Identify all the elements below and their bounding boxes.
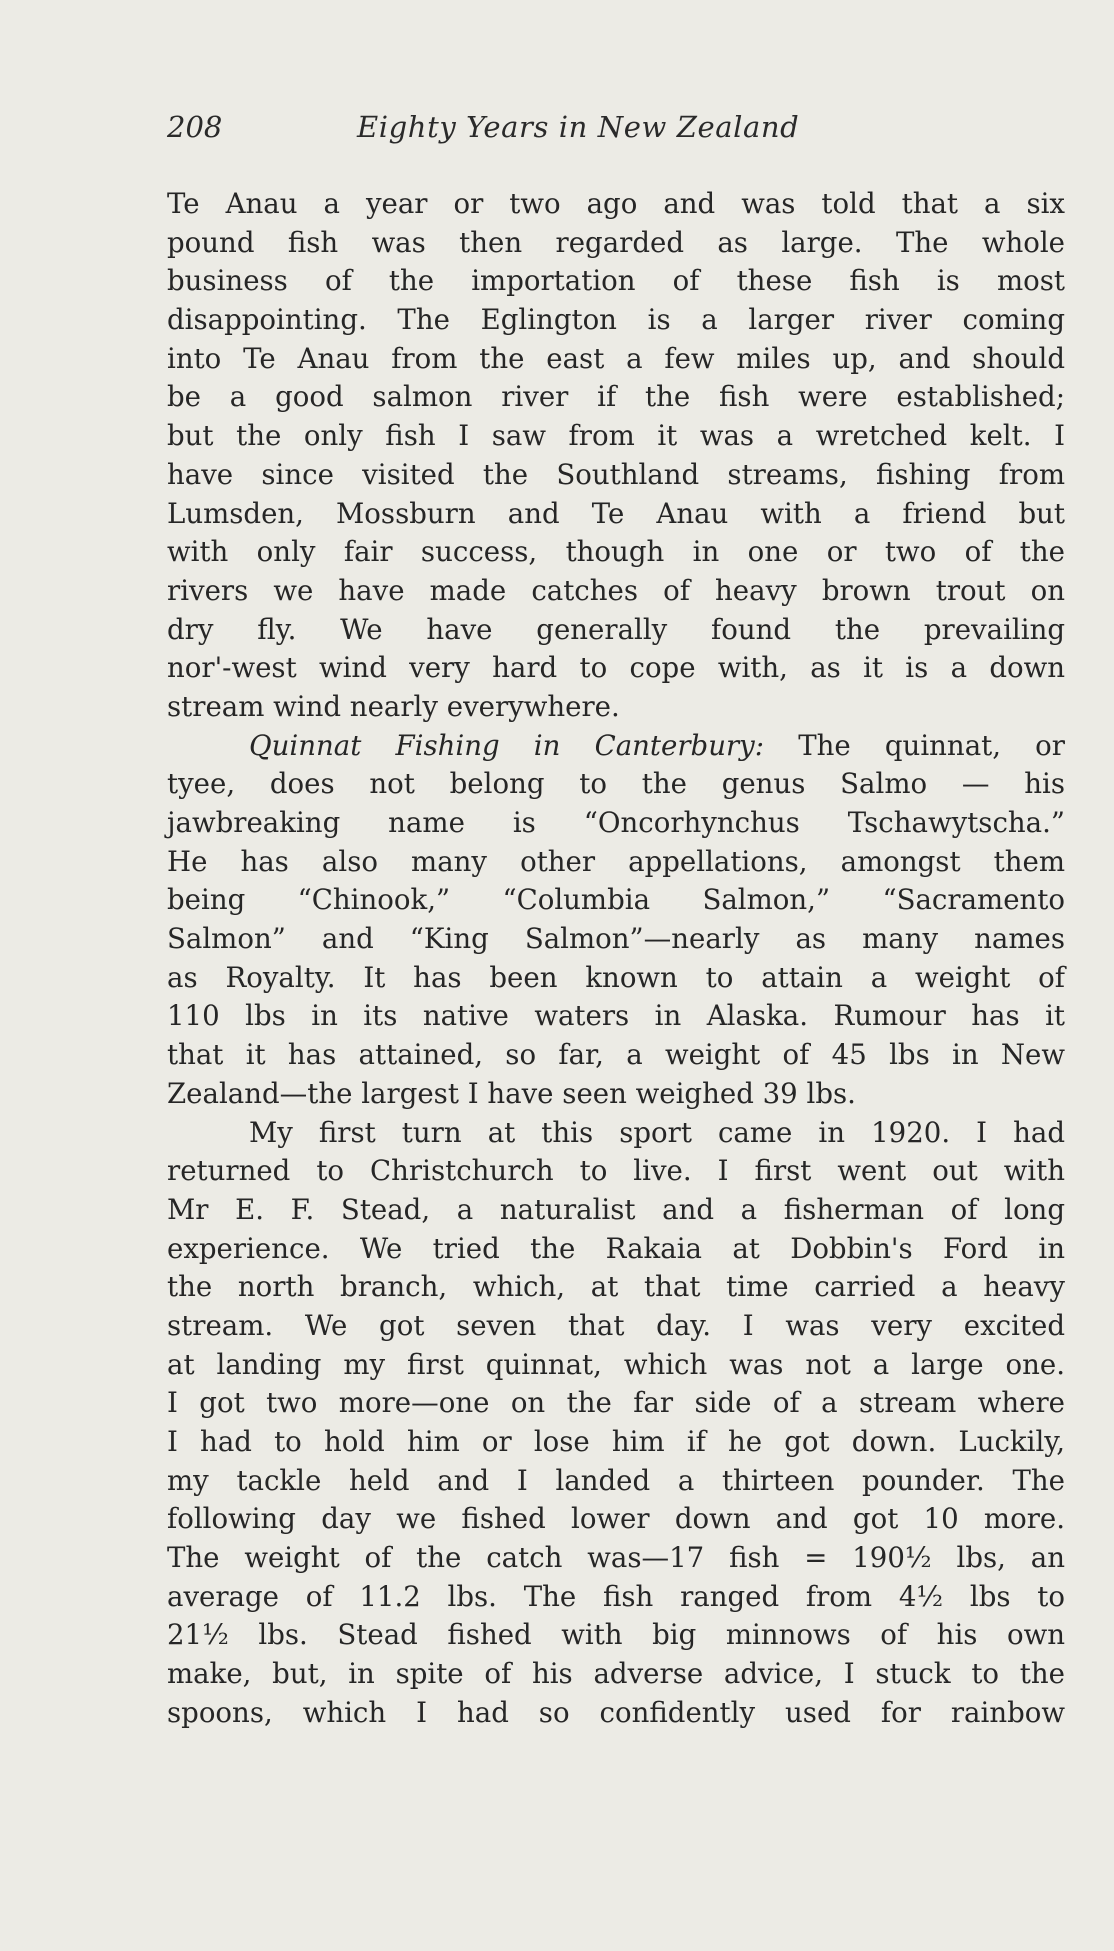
page-number: 208 <box>167 110 223 144</box>
text-line: at landing my first quinnat, which was not a large one. <box>167 1347 1065 1381</box>
text-line: 21½ lbs. Stead fished with big minnows of his own <box>167 1618 1065 1652</box>
text-line: 110 lbs in its native waters in Alaska. Rumour has it <box>167 999 1065 1033</box>
text-line: spoons, which I had so confidently used for rainbow <box>167 1695 1065 1729</box>
text-line: my tackle held and I landed a thirteen pounder. The <box>167 1463 1065 1497</box>
text-line: Zealand—the largest I have seen weighed 39 lbs. <box>167 1076 856 1110</box>
running-head <box>167 110 1067 150</box>
section-first-line <box>167 727 1065 766</box>
text-line: My first turn at this sport came in 1920. I had <box>249 1115 1065 1149</box>
text-line: the north branch, which, at that time carried a heavy <box>167 1270 1065 1304</box>
book-title: Eighty Years in New Zealand <box>357 110 800 144</box>
text-line: jawbreaking name is “Oncorhynchus Tschawytscha.” <box>167 806 1065 839</box>
text-line: have since visited the Southland streams, fishing from <box>167 457 1065 491</box>
text-line: being “Chinook,” “Columbia Salmon,” “Sacramento <box>167 883 1065 917</box>
text-line: business of the importation of these fish is most <box>167 264 1065 298</box>
text-line: Te Anau a year or two ago and was told that a six <box>167 187 1065 220</box>
text-line: into Te Anau from the east a few miles up, and should <box>167 341 1065 375</box>
text-line: pound fish was then regarded as large. The whole <box>167 225 1065 259</box>
text-line: experience. We tried the Rakaia at Dobbin's Ford in <box>167 1231 1065 1265</box>
text-line: average of 11.2 lbs. The fish ranged from 4½ lbs to <box>167 1579 1065 1613</box>
text-line: Lumsden, Mossburn and Te Anau with a friend but <box>167 496 1065 530</box>
text-line: stream wind nearly everywhere. <box>167 689 620 723</box>
text-line: stream. We got seven that day. I was very excited <box>167 1308 1065 1342</box>
text-line: as Royalty. It has been known to attain a weight of <box>167 960 1065 994</box>
text-line: I had to hold him or lose him if he got down. Luckily, <box>167 1425 1065 1458</box>
text-line: make, but, in spite of his adverse advice, I stuck to the <box>167 1657 1065 1691</box>
text-line: disappointing. The Eglington is a larger river coming <box>167 303 1065 337</box>
text-line: but the only fish I saw from it was a wretched kelt. I <box>167 419 1065 453</box>
text-line: be a good salmon river if the fish were established; <box>167 380 1065 414</box>
text-line: with only fair success, though in one or two of the <box>167 535 1065 569</box>
text-line: Mr E. F. Stead, a naturalist and a fisherman of long <box>167 1192 1065 1226</box>
text-line: tyee, does not belong to the genus Salmo — his <box>167 767 1065 801</box>
text-line: following day we fished lower down and got 10 more. <box>167 1502 1065 1536</box>
body-text <box>167 185 1065 1733</box>
text-line: He has also many other appellations, amongst them <box>167 844 1065 878</box>
text-line: returned to Christchurch to live. I first went out with <box>167 1154 1065 1188</box>
section-first-line-rest: The quinnat, or <box>764 728 1065 762</box>
text-line: Salmon” and “King Salmon”—nearly as many names <box>167 922 1065 956</box>
text-line: nor'-west wind very hard to cope with, as it is a down <box>167 651 1065 685</box>
text-line: rivers we have made catches of heavy brown trout on <box>167 573 1065 607</box>
text-line: that it has attained, so far, a weight of 45 lbs in New <box>167 1038 1065 1072</box>
text-line: dry fly. We have generally found the prevailing <box>167 612 1065 646</box>
text-line: I got two more—one on the far side of a stream where <box>167 1386 1065 1420</box>
section-heading: Quinnat Fishing in Canterbury: <box>249 728 765 762</box>
text-line: The weight of the catch was—17 fish = 190½ lbs, an <box>167 1541 1065 1575</box>
